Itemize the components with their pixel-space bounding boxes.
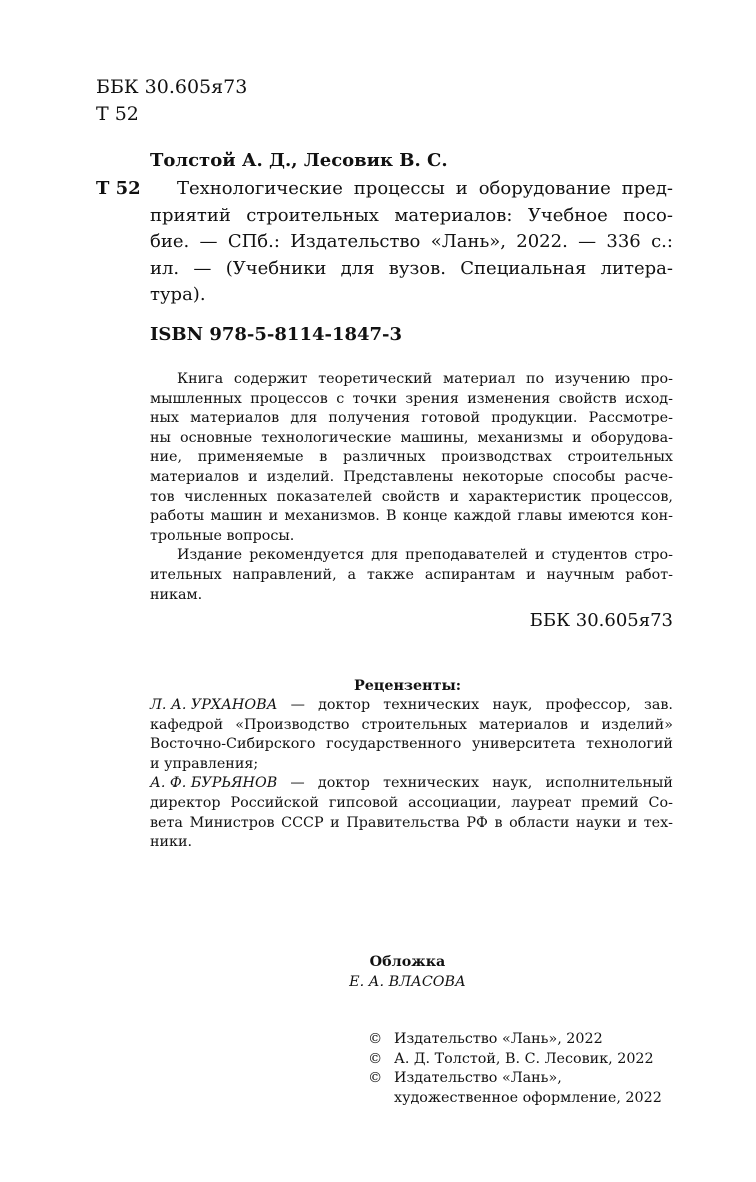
text-line [150, 735, 673, 755]
word: науки [576, 814, 621, 831]
text-line [150, 507, 673, 527]
word: имеются [568, 508, 635, 525]
word: исполнительный [545, 775, 673, 792]
word: каждой [453, 508, 512, 525]
word: получения [328, 410, 411, 427]
copyright-row [368, 1089, 662, 1109]
word: технологические [261, 429, 392, 446]
reviewer-2-first-line [150, 774, 673, 794]
text-line [150, 794, 673, 814]
word: продукции. [491, 410, 578, 427]
word: основные [180, 429, 253, 446]
word: и [150, 755, 160, 772]
authors-line: Толстой А. Д., Лесовик В. С. [150, 150, 448, 171]
word: механизмов. [284, 508, 380, 525]
word: машины, [400, 429, 469, 446]
cover-designer: Е. А. ВЛАСОВА [349, 974, 466, 990]
word: приятий [150, 204, 231, 226]
word: с [336, 390, 345, 407]
word: Российской [230, 794, 319, 811]
reviewers-heading: Рецензенты: [353, 678, 462, 694]
word: показателей [276, 488, 373, 505]
word: изучению [554, 371, 631, 387]
word: области [509, 814, 570, 831]
text-line [150, 370, 673, 390]
word: Учебное [527, 204, 608, 226]
copyright-row [368, 1030, 662, 1050]
word: изделий. [266, 468, 335, 485]
word: профессор, [545, 697, 631, 713]
copyright-block [368, 1030, 662, 1108]
word: СПб.: [227, 231, 280, 252]
word: тех- [643, 814, 673, 831]
reviewer-1-name: Л. А. УРХАНОВА [150, 697, 278, 713]
text-line [150, 488, 673, 508]
word: «Лань», [430, 231, 506, 252]
word: и [330, 814, 340, 831]
copyright-line: Издательство «Лань», [394, 1070, 562, 1087]
text-line [150, 546, 673, 566]
text-line [150, 203, 673, 230]
word: В [386, 508, 397, 525]
word: вета [150, 814, 183, 831]
word: государственного [326, 736, 462, 753]
word: готовой [421, 410, 481, 427]
word: а [347, 566, 357, 583]
word: материалов: [394, 204, 513, 226]
word: — [193, 257, 212, 279]
bbk-code-top: ББК 30.605я73 [96, 76, 248, 98]
word: — [290, 775, 305, 792]
word: Технологические [177, 178, 343, 199]
word: и [449, 488, 459, 505]
word: и [248, 468, 258, 485]
word: ники. [150, 834, 193, 851]
text-line [150, 409, 673, 429]
word: Рассмотре- [588, 410, 673, 427]
word: (Учебники [225, 257, 327, 279]
word: технических [383, 775, 480, 792]
word: для [340, 257, 375, 279]
text-line [150, 833, 673, 853]
word: также [366, 566, 414, 583]
text-line [150, 390, 673, 410]
word: Книга [177, 371, 224, 387]
word: содержит [233, 371, 308, 387]
word: изделий» [601, 716, 673, 733]
text-line [150, 468, 673, 488]
word: кафедрой [150, 716, 224, 733]
word: ние, [150, 449, 183, 466]
text-line [150, 527, 673, 547]
word: главы [517, 508, 563, 525]
word: производствах [441, 449, 552, 466]
text-line [150, 586, 673, 606]
word: материалов [478, 716, 568, 733]
word: тов [150, 488, 175, 505]
word: научным [546, 566, 615, 583]
word: лауреат [511, 794, 572, 811]
word: Со- [648, 794, 673, 811]
word: никам. [150, 586, 203, 603]
word: Представлены [343, 468, 454, 485]
copyright-icon: © [368, 1070, 383, 1087]
word: доктор [317, 775, 370, 792]
word: гипсовой [328, 794, 399, 811]
word: Министров [189, 814, 275, 831]
word: Восточно-Сибирского [150, 736, 316, 753]
word: управления; [164, 755, 259, 772]
word: изменения [467, 390, 551, 407]
word: ительных [150, 566, 222, 583]
word: СССР [281, 814, 324, 831]
word: доктор [318, 697, 371, 713]
word: бие. [150, 231, 190, 252]
word: Правительства [346, 814, 460, 831]
word: оборудова- [590, 429, 673, 446]
text-line [150, 566, 673, 586]
word: и [572, 429, 582, 446]
word: строительных [246, 204, 379, 226]
copyright-icon: © [368, 1031, 383, 1047]
word: ных [150, 410, 179, 427]
word: для [371, 547, 399, 564]
word: про- [640, 371, 673, 387]
word: Специальная [460, 257, 587, 279]
word: литера- [600, 257, 673, 279]
word: оборудование [478, 178, 611, 199]
bbk-code-annotation: ББК 30.605я73 [529, 610, 673, 631]
word: вопросы. [226, 527, 295, 544]
word: и [627, 814, 638, 831]
word: пред- [621, 178, 673, 199]
copyright-line: Издательство «Лань», 2022 [394, 1031, 603, 1047]
word: Издание [177, 547, 243, 564]
word: — [578, 231, 597, 252]
reviewers-list [150, 696, 673, 853]
word: — [199, 231, 218, 252]
word: теоретический [318, 371, 433, 387]
copyright-row [368, 1050, 662, 1070]
word: наук, [492, 775, 533, 792]
word: университета [472, 736, 576, 753]
word: — [290, 697, 305, 713]
word: РФ [466, 814, 488, 831]
word: процессы [353, 178, 445, 199]
word: характеристик [468, 488, 582, 505]
word: направлений, [232, 566, 337, 583]
word: студентов [551, 547, 628, 564]
word: применяемые [197, 449, 304, 466]
word: «Производство [235, 716, 350, 733]
word: преподавателей [405, 547, 528, 564]
word: тура). [150, 284, 206, 305]
text-line [150, 716, 673, 736]
word: свойств [558, 390, 617, 407]
word: кон- [641, 508, 673, 525]
word: материалов [150, 468, 239, 485]
reviewer-1-first-line [150, 696, 673, 716]
reviewer-2-name: А. Ф. БУРЬЯНОВ [150, 775, 278, 792]
text-line [150, 229, 673, 256]
text-line [150, 256, 673, 283]
word: расче- [624, 468, 673, 485]
word: директор [150, 794, 221, 811]
word: и [534, 547, 545, 564]
copyright-line: художественное оформление, 2022 [394, 1089, 662, 1106]
text-line [150, 176, 673, 203]
word: материал [442, 371, 516, 387]
word: с.: [651, 231, 673, 252]
word: в [319, 449, 328, 466]
word: ил. [150, 257, 180, 279]
word: исход- [625, 390, 673, 407]
author-mark-top: Т 52 [96, 103, 139, 125]
word: премий [581, 794, 639, 811]
word: и [526, 566, 536, 583]
word: работы [150, 508, 205, 525]
word: материалов [190, 410, 280, 427]
word: посо- [623, 204, 673, 226]
text-line [150, 755, 673, 775]
word: рекомендуется [249, 547, 365, 564]
copyright-line: А. Д. Толстой, В. С. Лесовик, 2022 [394, 1050, 654, 1067]
word: точки [352, 390, 397, 407]
word: процессов, [590, 488, 673, 505]
word: зрения [405, 390, 459, 407]
word: в [494, 814, 503, 831]
word: технологий [586, 736, 673, 753]
word: ассоциации, [408, 794, 502, 811]
word: Издательство [290, 231, 421, 252]
word: 336 [606, 231, 641, 252]
isbn: ISBN 978-5-8114-1847-3 [150, 324, 403, 345]
word: и [579, 716, 590, 733]
word: для [290, 410, 318, 427]
bibliographic-description [150, 176, 673, 309]
word: наук, [492, 697, 533, 713]
copyright-row [368, 1069, 662, 1089]
text-line [150, 448, 673, 468]
cover-heading: Обложка [369, 954, 446, 970]
word: свойств [381, 488, 440, 505]
word: зав. [644, 697, 673, 713]
word: и [455, 178, 468, 199]
word: работ- [625, 566, 673, 583]
text-line [150, 282, 673, 309]
word: 2022. [516, 231, 568, 252]
text-line [150, 429, 673, 449]
word: ны [150, 429, 171, 446]
text-line [150, 814, 673, 834]
word: строительных [361, 716, 467, 733]
word: различных [343, 449, 426, 466]
word: стро- [634, 547, 673, 564]
word: трольные [150, 527, 222, 544]
word: некоторые [462, 468, 544, 485]
word: и [268, 508, 279, 525]
word: технических [383, 697, 480, 713]
word: механизмы [477, 429, 564, 446]
author-mark-record: Т 52 [96, 178, 141, 199]
word: вузов. [388, 257, 446, 279]
word: способы [552, 468, 616, 485]
word: численных [184, 488, 268, 505]
word: процессов [250, 390, 328, 407]
word: мышленных [150, 390, 242, 407]
word: по [526, 371, 545, 387]
word: аспирантам [424, 566, 516, 583]
annotation [150, 370, 673, 605]
word: конце [402, 508, 448, 525]
word: строительных [567, 449, 673, 466]
copyright-icon: © [368, 1050, 383, 1067]
word: машин [210, 508, 263, 525]
